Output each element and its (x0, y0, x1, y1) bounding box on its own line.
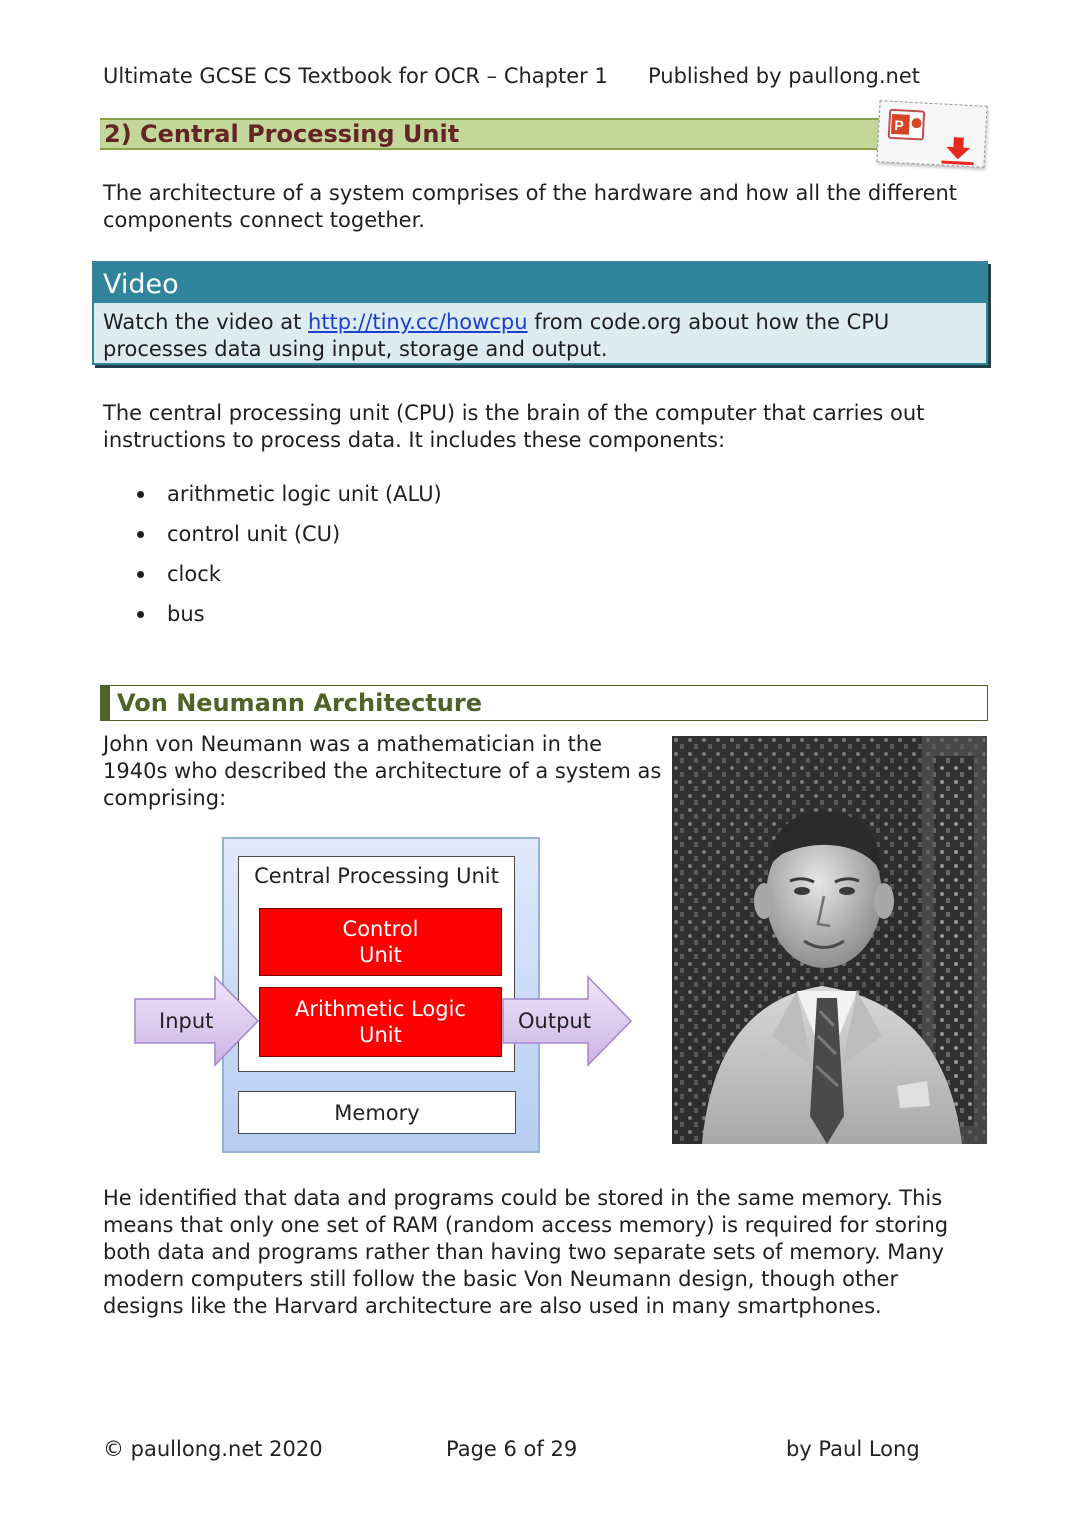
cpu-para-line-1: The central processing unit (CPU) is the brain of the computer that carries out (103, 401, 925, 425)
video-link[interactable]: http://tiny.cc/howcpu (308, 310, 528, 334)
video-text-line-2: processes data using input, storage and output. (103, 337, 608, 361)
closing-line-3: both data and programs rather than having two separate sets of memory. Many (103, 1240, 945, 1264)
cpu-label: Central Processing Unit (254, 864, 499, 888)
list-item: clock (133, 558, 442, 598)
footer-copyright: © paullong.net 2020 (103, 1437, 323, 1461)
output-label: Output (518, 1009, 591, 1033)
von-neumann-line-2: 1940s who described the architecture of a system as (103, 759, 662, 783)
components-list (133, 478, 442, 638)
closing-line-1: He identified that data and programs could be stored in the same memory. This (103, 1186, 943, 1210)
video-title: Video (103, 269, 179, 300)
footer-author: by Paul Long (786, 1437, 920, 1461)
memory-box: Memory (238, 1091, 516, 1134)
input-label: Input (159, 1009, 214, 1033)
von-neumann-line-1: John von Neumann was a mathematician in the (103, 732, 603, 756)
section-title: 2) Central Processing Unit (104, 120, 460, 148)
list-item: arithmetic logic unit (ALU) (133, 478, 442, 518)
header-title: Ultimate GCSE CS Textbook for OCR – Chapter 1 (103, 64, 608, 88)
video-callout-header (92, 261, 988, 303)
control-unit-label: Control Unit (342, 917, 419, 967)
footer-page-number: Page 6 of 29 (446, 1437, 578, 1461)
video-text-line-1: Watch the video at http://tiny.cc/howcpu from code.org about how the CPU (103, 310, 890, 334)
cpu-para-line-2: instructions to process data. It includes these components: (103, 428, 726, 452)
alu-label: Arithmetic Logic Unit (295, 997, 466, 1047)
header-publisher: Published by paullong.net (648, 64, 921, 88)
svg-text:P: P (893, 117, 905, 134)
von-neumann-heading: Von Neumann Architecture (117, 689, 482, 717)
alu-box (259, 987, 502, 1057)
closing-line-2: means that only one set of RAM (random access memory) is required for storing (103, 1213, 949, 1237)
powerpoint-download-icon[interactable] (876, 100, 987, 168)
intro-line-2: components connect together. (103, 208, 425, 232)
intro-line-1: The architecture of a system comprises of the hardware and how all the different (103, 181, 958, 205)
control-unit-box (259, 908, 502, 976)
john-von-neumann-photo (672, 736, 987, 1144)
closing-line-5: designs like the Harvard architecture are also used in many smartphones. (103, 1294, 882, 1318)
list-item: bus (133, 598, 442, 638)
closing-line-4: modern computers still follow the basic Von Neumann design, though other (103, 1267, 899, 1291)
von-neumann-line-3: comprising: (103, 786, 227, 810)
list-item: control unit (CU) (133, 518, 442, 558)
